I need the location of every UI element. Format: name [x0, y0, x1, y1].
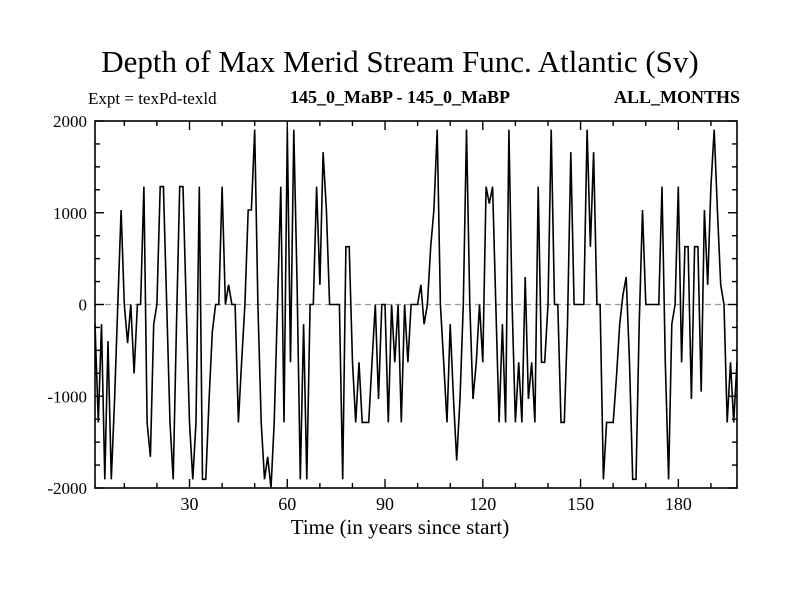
x-tick-label: 60 [278, 494, 297, 514]
chart-title: Depth of Max Merid Stream Func. Atlantic (Sv) [101, 44, 699, 79]
y-tick-label: 1000 [53, 203, 87, 223]
y-tick-label: -2000 [47, 479, 87, 498]
x-axis-label: Time (in years since start) [290, 515, 510, 539]
x-tick-label: 30 [180, 494, 199, 514]
months-label: ALL_MONTHS [613, 87, 740, 107]
data-line [95, 130, 737, 488]
x-tick-label: 120 [469, 494, 497, 514]
x-tick-label: 150 [567, 494, 595, 514]
experiment-label: Expt = texPd-texld [88, 89, 217, 108]
y-tick-label: 0 [78, 295, 87, 315]
y-tick-label: -1000 [47, 387, 87, 407]
tick-labels [47, 112, 692, 514]
x-tick-label: 90 [376, 494, 395, 514]
y-tick-label: 2000 [53, 112, 87, 131]
x-tick-label: 180 [664, 494, 692, 514]
period-label: 145_0_MaBP - 145_0_MaBP [290, 87, 510, 107]
